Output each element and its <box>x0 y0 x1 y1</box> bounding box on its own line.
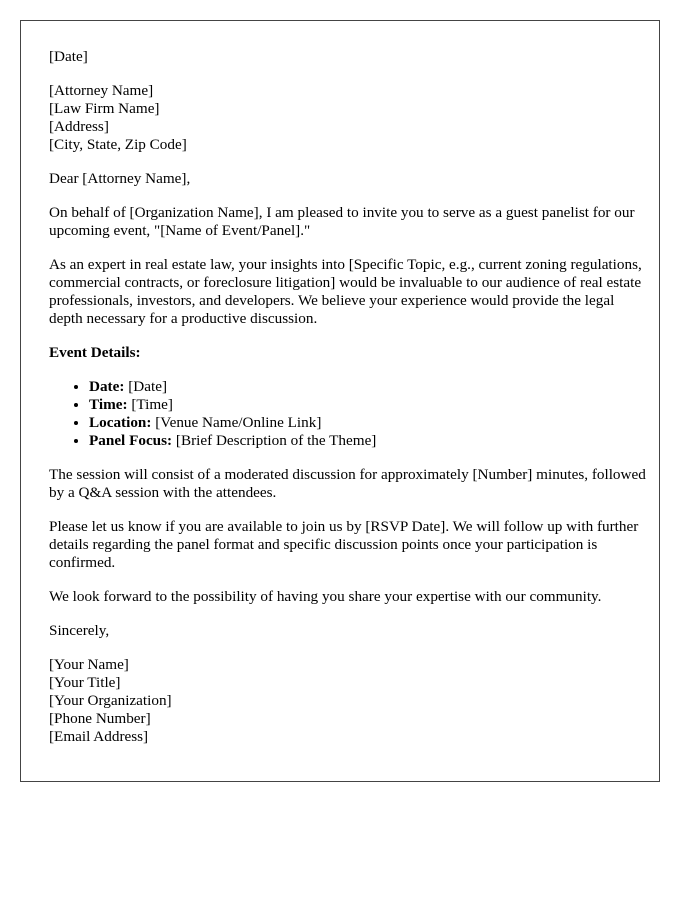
recipient-firm: [Law Firm Name] <box>49 100 160 117</box>
recipient-address: [Address] <box>49 118 109 135</box>
event-detail-time <box>89 396 649 414</box>
closing-paragraph: We look forward to the possibility of having you share your expertise with our community. <box>49 588 602 605</box>
intro-paragraph: On behalf of [Organization Name], I am pleased to invite you to serve as a guest panelist for our upcoming event, "[Name of Event/Panel]." <box>49 204 635 239</box>
recipient-city-state-zip: [City, State, Zip Code] <box>49 136 187 153</box>
sender-title: [Your Title] <box>49 674 121 691</box>
sender-name: [Your Name] <box>49 656 129 673</box>
letter-date: [Date] <box>49 48 88 65</box>
salutation: Dear [Attorney Name], <box>49 170 191 187</box>
event-detail-date <box>89 378 649 396</box>
sender-signature-block <box>49 656 649 746</box>
recipient-name: [Attorney Name] <box>49 82 154 99</box>
event-detail-label: Location: <box>89 414 152 431</box>
event-detail-label: Panel Focus: <box>89 432 173 449</box>
expertise-paragraph: As an expert in real estate law, your insights into [Specific Topic, e.g., current zoning regulations, commercial contracts, or foreclosure litigation] would be invaluable to our audience of real estate professionals, investors, and developers. We believe your experience would provide the legal depth necessary for a productive discussion. <box>49 256 642 327</box>
event-detail-panel-focus <box>89 432 649 450</box>
rsvp-paragraph: Please let us know if you are available to join us by [RSVP Date]. We will follow up with further details regarding the panel format and specific discussion points once your participation is confirmed. <box>49 518 639 571</box>
event-detail-label: Time: <box>89 396 128 413</box>
sender-organization: [Your Organization] <box>49 692 172 709</box>
event-detail-value: [Venue Name/Online Link] <box>151 414 322 431</box>
recipient-address-block <box>49 82 649 154</box>
event-detail-label: Date: <box>89 378 125 395</box>
sender-email: [Email Address] <box>49 728 149 745</box>
sender-phone: [Phone Number] <box>49 710 151 727</box>
event-detail-location <box>89 414 649 432</box>
session-paragraph: The session will consist of a moderated discussion for approximately [Number] minutes, followed by a Q&A session with the attendees. <box>49 466 646 501</box>
event-details-heading: Event Details: <box>49 344 141 361</box>
invitation-letter <box>49 48 649 762</box>
event-detail-value: [Brief Description of the Theme] <box>172 432 377 449</box>
event-detail-value: [Date] <box>124 378 168 395</box>
event-details-list <box>49 378 649 450</box>
signoff: Sincerely, <box>49 622 110 639</box>
event-detail-value: [Time] <box>127 396 173 413</box>
